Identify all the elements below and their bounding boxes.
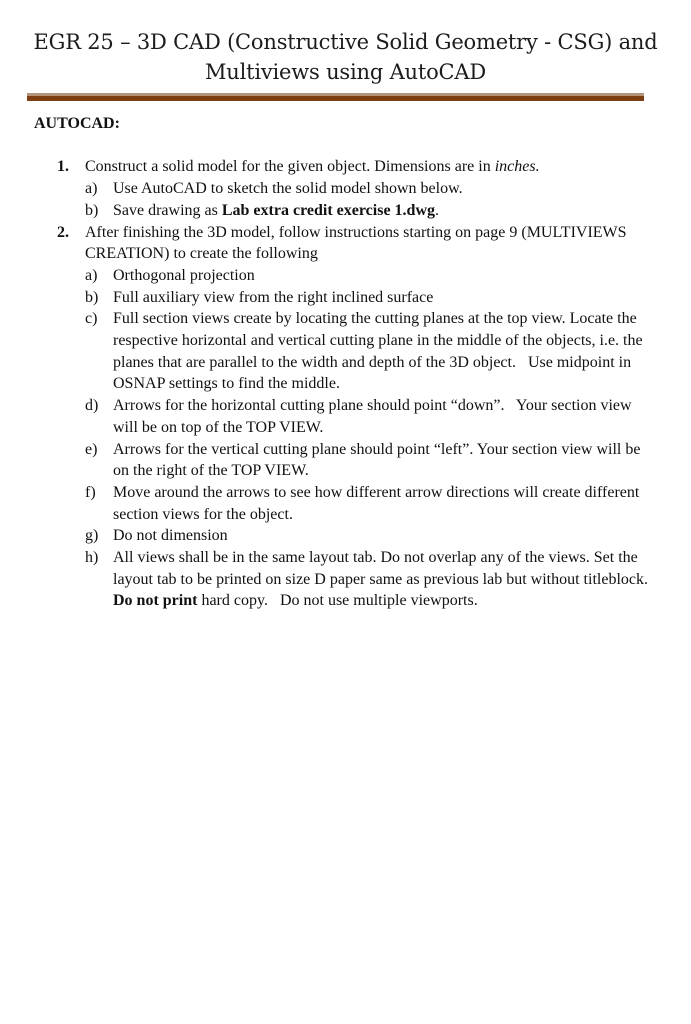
sub-item-2b-marker: b) bbox=[85, 288, 99, 306]
text-segment: Arrows for the vertical cutting plane should point “left”. Your section view will be on the right of the TOP VIEW. bbox=[113, 440, 645, 480]
sub-item-2f bbox=[85, 482, 651, 525]
sub-item-1a-text bbox=[113, 178, 651, 200]
text-segment-bold: Lab extra credit exercise 1.dwg bbox=[221, 201, 435, 219]
text-segment: Full auxiliary view from the right inclined surface bbox=[113, 288, 434, 306]
sub-item-2e bbox=[85, 439, 651, 482]
document-title-line-2: Multiviews using AutoCAD bbox=[204, 60, 487, 84]
sub-item-2a bbox=[85, 265, 651, 287]
document-body bbox=[34, 113, 660, 612]
sub-item-2b bbox=[85, 287, 651, 309]
sub-item-1b bbox=[85, 200, 651, 222]
section-heading: AUTOCAD: bbox=[34, 115, 120, 132]
sub-item-2c bbox=[85, 308, 651, 395]
list-item-1-body bbox=[85, 156, 651, 221]
document-title-line-1: EGR 25 – 3D CAD (Constructive Solid Geometry - CSG) and bbox=[33, 30, 658, 54]
sub-item-2h-text bbox=[113, 547, 660, 612]
text-segment: Arrows for the horizontal cutting plane should point “down”. Your section view will be on top of the TOP VIEW. bbox=[113, 397, 636, 436]
text-segment-italic: inches. bbox=[494, 158, 540, 176]
text-segment: Do not dimension bbox=[113, 527, 228, 545]
text-segment: All views shall be in the same layout tab. Do not overlap any of the views. Set the layout tab to be printed on size D paper same as previous lab but without titleblock. bbox=[113, 549, 660, 588]
sub-item-2f-marker: f) bbox=[85, 483, 96, 501]
list-item-1 bbox=[57, 156, 651, 221]
sub-item-2a-marker: a) bbox=[85, 266, 98, 284]
sub-item-2d bbox=[85, 395, 651, 438]
text-segment: Move around the arrows to see how different arrow directions will create different section views for the object. bbox=[113, 483, 644, 523]
list-item-1-text bbox=[85, 156, 651, 178]
list-item-2 bbox=[57, 222, 660, 613]
sub-item-1a bbox=[85, 178, 651, 200]
sub-item-2e-text bbox=[113, 439, 651, 482]
sub-item-2g-marker: g) bbox=[85, 527, 99, 545]
sub-item-2f-text bbox=[113, 482, 651, 525]
sub-item-2h bbox=[85, 547, 660, 612]
ordered-list bbox=[57, 156, 660, 612]
text-segment-bold: Do not print bbox=[113, 592, 198, 610]
sub-item-2h-marker: h) bbox=[85, 549, 99, 567]
list-item-2-text bbox=[85, 222, 651, 265]
list-item-2-marker: 2. bbox=[57, 223, 69, 241]
sub-item-2c-text bbox=[113, 308, 651, 395]
sub-item-2c-marker: c) bbox=[85, 310, 98, 328]
text-segment: hard copy. Do not use multiple viewports. bbox=[197, 592, 478, 610]
text-segment: After finishing the 3D model, follow instructions starting on page 9 (MULTIVIEWS CREATION) to create the following bbox=[85, 223, 631, 263]
sub-item-1b-text bbox=[113, 200, 651, 222]
text-segment: Save drawing as bbox=[113, 201, 222, 219]
sub-item-2b-text bbox=[113, 287, 651, 309]
sub-item-2a-text bbox=[113, 265, 651, 287]
text-segment: Orthogonal projection bbox=[113, 266, 255, 284]
sub-item-1a-marker: a) bbox=[85, 180, 98, 198]
horizontal-rule bbox=[27, 93, 644, 101]
text-segment: Construct a solid model for the given object. Dimensions are in bbox=[85, 158, 495, 176]
text-segment: Full section views create by locating the cutting planes at the top view. Locate the respective horizontal and vertical cutting plane in the middle of the objects, i.e. the planes that are parallel to the width and depth of the 3D object. Use midpoint in OSNAP settings to find the middle. bbox=[113, 310, 647, 393]
text-segment: Use AutoCAD to sketch the solid model shown below. bbox=[113, 180, 463, 198]
sub-item-2d-marker: d) bbox=[85, 397, 99, 415]
list-item-1-marker: 1. bbox=[57, 158, 69, 176]
sub-item-2e-marker: e) bbox=[85, 440, 98, 458]
document-title bbox=[0, 0, 691, 87]
text-segment: . bbox=[435, 201, 439, 219]
sub-item-2g-text bbox=[113, 525, 651, 547]
sub-item-2d-text bbox=[113, 395, 651, 438]
sub-item-1b-marker: b) bbox=[85, 201, 99, 219]
list-item-2-body bbox=[85, 222, 660, 613]
sub-item-2g bbox=[85, 525, 651, 547]
